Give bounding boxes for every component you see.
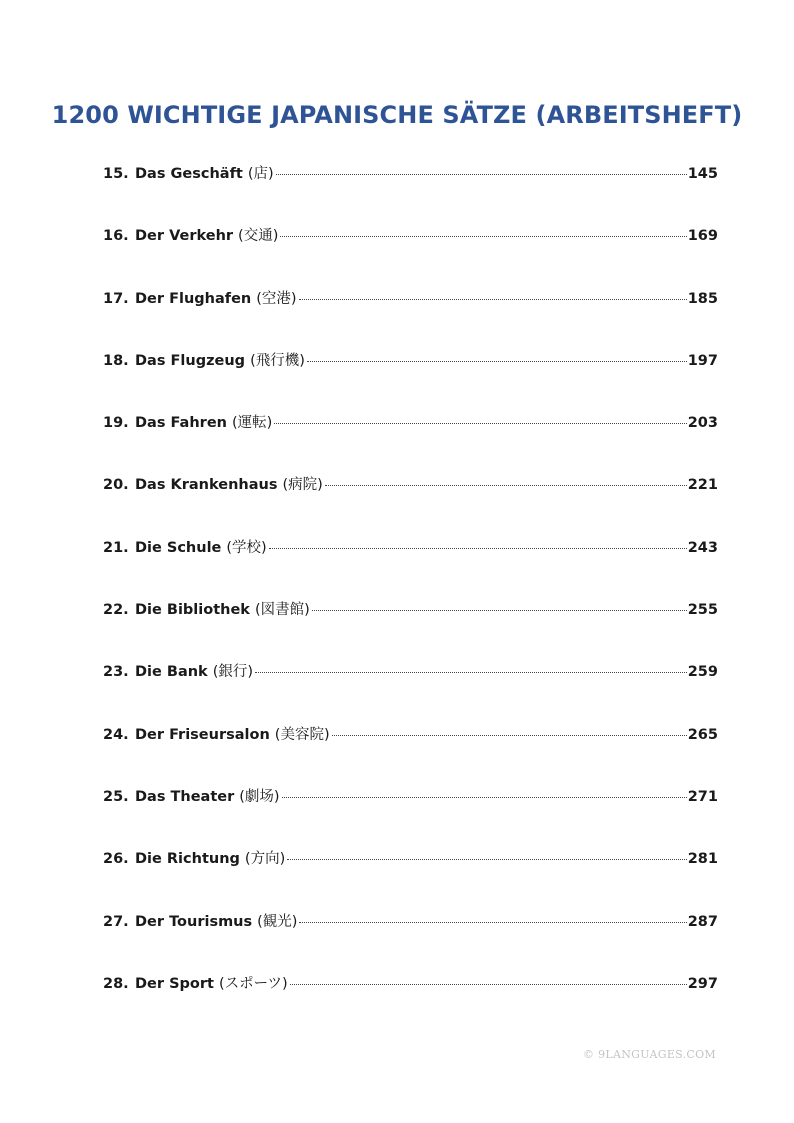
toc-entry-japanese: (図書館) [254, 602, 310, 619]
toc-entry-title: Die Schule [135, 539, 222, 556]
toc-entry-japanese: (美容院) [274, 726, 330, 743]
toc-entry-japanese: (銀行) [212, 664, 254, 681]
toc-entry-title: Der Sport [135, 975, 214, 992]
dot-leader [307, 361, 687, 362]
toc-entry[interactable] [103, 966, 718, 1028]
table-of-contents [103, 156, 718, 1028]
toc-entry-japanese: (学校) [226, 539, 267, 556]
toc-entry-page: 169 [687, 228, 718, 245]
dot-leader [332, 735, 687, 736]
toc-entry-japanese: (観光) [257, 913, 298, 930]
toc-entry-title: Die Bibliothek [135, 602, 250, 619]
dot-leader [280, 236, 686, 237]
toc-entry-number: 17. [103, 290, 129, 307]
toc-entry-number: 21. [103, 539, 129, 556]
dot-leader [299, 299, 687, 300]
toc-entry[interactable] [103, 218, 718, 280]
toc-entry-page: 281 [687, 851, 718, 868]
toc-entry-japanese: (飛行機) [250, 352, 305, 369]
toc-entry-number: 24. [103, 726, 129, 743]
toc-entry-title: Das Krankenhaus [135, 477, 278, 494]
toc-entry-title: Das Flugzeug [135, 352, 246, 369]
toc-entry-title: Das Fahren [135, 415, 227, 432]
toc-entry-number: 27. [103, 913, 129, 930]
toc-entry-number: 20. [103, 477, 129, 494]
toc-entry-japanese: (病院) [282, 477, 323, 494]
toc-entry[interactable] [103, 717, 718, 779]
toc-entry-title: Die Bank [135, 664, 208, 681]
toc-entry-number: 18. [103, 352, 129, 369]
toc-entry-page: 185 [687, 290, 718, 307]
toc-entry[interactable] [103, 281, 718, 343]
toc-entry[interactable] [103, 405, 718, 467]
toc-entry-number: 26. [103, 851, 129, 868]
toc-entry-number: 16. [103, 228, 129, 245]
toc-entry-japanese: (交通) [238, 228, 279, 245]
toc-entry-page: 145 [687, 166, 718, 182]
toc-entry-number: 22. [103, 602, 129, 619]
toc-entry[interactable] [103, 654, 718, 716]
dot-leader [269, 548, 687, 549]
toc-entry-number: 23. [103, 664, 129, 681]
toc-entry-japanese: (方向) [244, 851, 286, 868]
toc-entry-japanese: (スポーツ) [218, 975, 288, 992]
toc-entry[interactable] [103, 156, 718, 218]
dot-leader [325, 485, 687, 486]
dot-leader [276, 174, 687, 175]
toc-entry-number: 15. [103, 166, 129, 182]
toc-entry[interactable] [103, 592, 718, 654]
dot-leader [312, 610, 687, 611]
toc-entry[interactable] [103, 467, 718, 529]
toc-entry-japanese: (運転) [231, 415, 273, 432]
toc-entry-title: Der Flughafen [135, 290, 252, 307]
toc-entry-title: Die Richtung [135, 851, 240, 868]
toc-entry-page: 265 [687, 726, 718, 743]
dot-leader [290, 984, 687, 985]
toc-entry-title: Der Friseursalon [135, 726, 270, 743]
toc-entry-title: Der Verkehr [135, 228, 234, 245]
toc-entry[interactable] [103, 779, 718, 841]
toc-entry-page: 243 [687, 539, 718, 556]
dot-leader [287, 859, 686, 860]
toc-entry-number: 25. [103, 788, 129, 805]
toc-entry[interactable] [103, 904, 718, 966]
toc-entry-page: 259 [687, 664, 718, 681]
dot-leader [282, 797, 687, 798]
toc-entry-page: 197 [687, 352, 718, 369]
toc-entry-page: 271 [687, 788, 718, 805]
toc-entry-number: 28. [103, 975, 129, 992]
copyright-watermark: © 9LANGUAGES.COM [583, 1048, 716, 1061]
dot-leader [255, 672, 687, 673]
toc-entry-title: Der Tourismus [135, 913, 253, 930]
toc-entry-page: 287 [687, 913, 718, 930]
toc-entry[interactable] [103, 343, 718, 405]
dot-leader [274, 423, 686, 424]
toc-entry-title: Das Theater [135, 788, 235, 805]
toc-entry[interactable] [103, 530, 718, 592]
toc-entry-page: 203 [687, 415, 718, 432]
toc-entry-page: 297 [687, 975, 718, 992]
toc-entry-page: 221 [687, 477, 718, 494]
toc-entry[interactable] [103, 841, 718, 903]
toc-entry-japanese: (空港) [256, 290, 297, 307]
toc-entry-page: 255 [687, 602, 718, 619]
toc-entry-japanese: (劇场) [239, 788, 280, 805]
page-title: 1200 WICHTIGE JAPANISCHE SÄTZE (ARBEITSHEFT) [51, 101, 743, 130]
toc-entry-title: Das Geschäft [135, 166, 243, 182]
dot-leader [299, 922, 686, 923]
toc-entry-japanese: (店) [247, 166, 274, 182]
toc-entry-number: 19. [103, 415, 129, 432]
